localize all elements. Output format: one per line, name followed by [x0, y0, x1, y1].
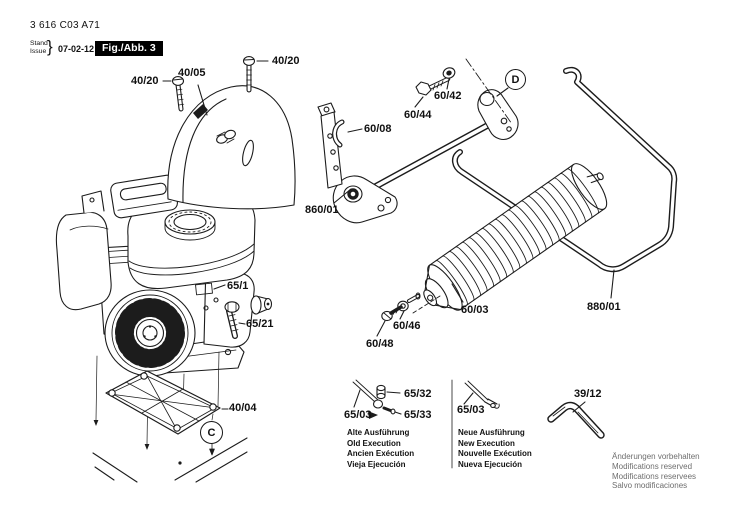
- note-line: Ancien Exécution: [347, 449, 415, 458]
- issue-label: Issue: [30, 47, 47, 55]
- screw-40-20-left-drawing: [163, 77, 184, 109]
- callout-880-01: 880/01: [587, 301, 621, 313]
- callout-60-08: 60/08: [364, 123, 392, 135]
- new-execution-note: [458, 428, 532, 470]
- hex-key-39-12-drawing: [551, 402, 601, 435]
- note-line: Nouvelle Exécution: [458, 449, 532, 458]
- callout-60-46: 60/46: [393, 320, 421, 332]
- roller-60-03-drawing: [411, 154, 619, 322]
- callout-65-32: 65/32: [404, 388, 432, 400]
- note-line: Modifications reserved: [612, 461, 693, 471]
- note-line: Neue Ausführung: [458, 428, 525, 437]
- screw-40-20-right-drawing: [244, 57, 269, 90]
- callout-40-04: 40/04: [229, 402, 257, 414]
- callout-40-20-right: 40/20: [272, 55, 300, 67]
- callout-65-21: 65/21: [246, 318, 274, 330]
- callout-65-33: 65/33: [404, 409, 432, 421]
- brace-glyph: }: [47, 37, 53, 56]
- document-part-number: 3 616 C03 A71: [30, 20, 101, 31]
- note-line: New Execution: [458, 438, 515, 448]
- modifications-note: [612, 452, 700, 491]
- cover-40-05-drawing: [168, 85, 295, 209]
- callout-65-1: 65/1: [227, 280, 249, 292]
- issue-date: 07-02-12: [58, 44, 95, 54]
- callout-65-03-new: 65/03: [457, 404, 485, 416]
- callout-860-01: 860/01: [305, 204, 339, 216]
- reference-circle-c: C: [200, 421, 223, 444]
- callout-60-44: 60/44: [404, 109, 432, 121]
- note-line: Modifications reservees: [612, 471, 697, 481]
- note-line: Old Execution: [347, 438, 401, 448]
- note-line: Vieja Ejecución: [347, 459, 406, 469]
- stand-label: Stand: [30, 40, 48, 47]
- note-line: Nueva Ejecución: [458, 459, 523, 469]
- callout-60-42: 60/42: [434, 90, 462, 102]
- stand-issue-label: [30, 40, 48, 55]
- figure-badge: Fig./Abb. 3: [95, 41, 163, 56]
- bar-assembly-860-01-drawing: [318, 59, 518, 223]
- callout-60-03: 60/03: [461, 304, 489, 316]
- callout-40-05: 40/05: [178, 67, 206, 79]
- note-line: Salvo modificaciones: [612, 481, 688, 491]
- callout-39-12: 39/12: [574, 388, 602, 400]
- old-execution-note: [347, 428, 414, 470]
- callout-65-03-old: 65/03: [344, 409, 372, 421]
- callout-60-48: 60/48: [366, 338, 394, 350]
- note-line: Änderungen vorbehalten: [612, 452, 700, 461]
- note-line: Alte Ausführung: [347, 428, 410, 437]
- callout-40-20-left: 40/20: [131, 75, 159, 87]
- ground-lines-drawing: [93, 438, 247, 482]
- reference-circle-d: D: [505, 69, 526, 90]
